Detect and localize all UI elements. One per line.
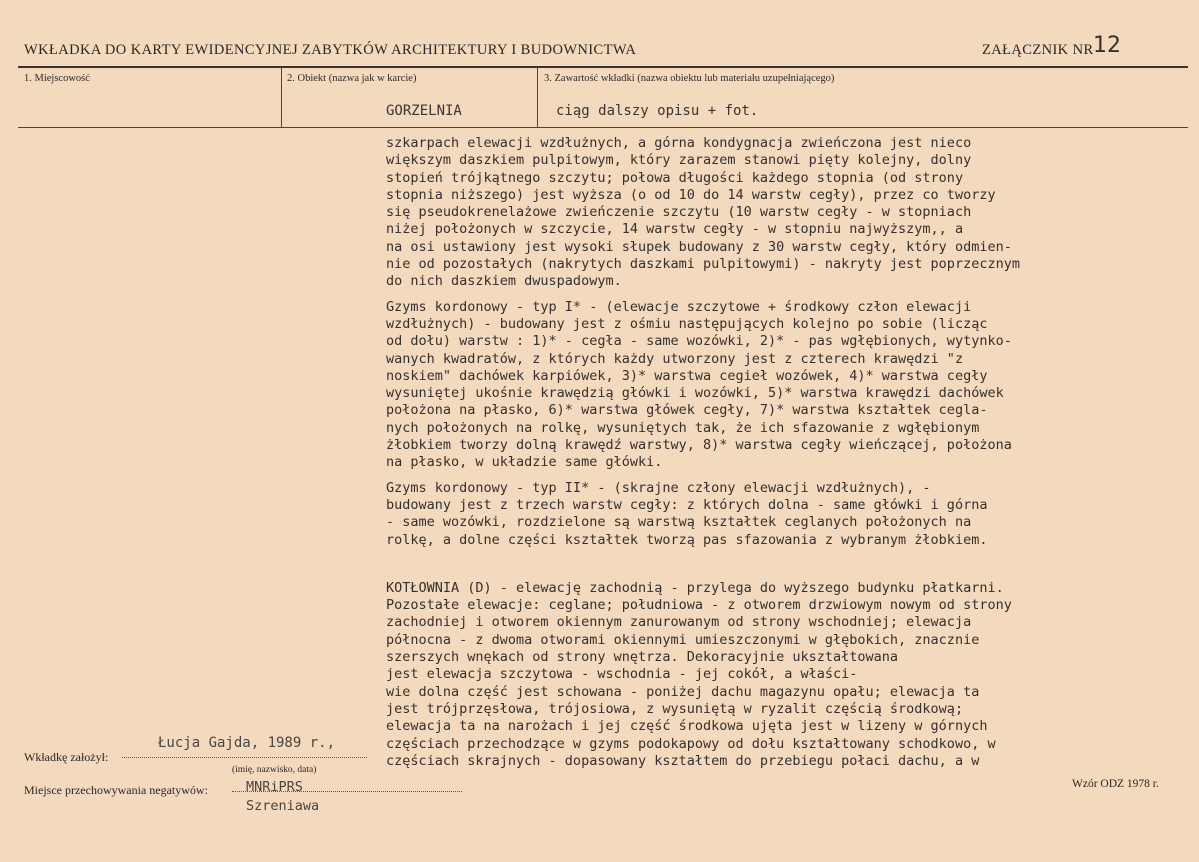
text-line: na płasko, w układzie same główki.: [386, 454, 663, 471]
contents-label: 3. Zawartość wkładki (nazwa obiektu lub materiału uzupełniającego): [544, 73, 835, 84]
text-line: wzdłużnych) - budowany jest z ośmiu następujących kolejno po sobie (licząc: [386, 315, 988, 332]
text-line: się pseudokrenelażowe zwieńczenie szczytu (10 warstw cegły - w stopniach: [386, 204, 972, 221]
text-line: zachodniej i otworem okiennym zanurowanym od strony wschodniej; elewacja: [386, 614, 972, 631]
negatives-value-2: Szreniawa: [246, 798, 320, 814]
description-body: [386, 135, 1176, 770]
text-line: elewacja ta na narożach i jej część środkowa ujęta jest w lizeny w górnych: [386, 718, 988, 735]
paragraph-cornice-type-2: [386, 480, 1176, 549]
text-line: Gzyms kordonowy - typ I* - (elewacje szczytowe + środkowy człon elewacji: [386, 298, 972, 315]
text-line: noskiem" dachówek karpiówek, 3)* warstwa cegieł wozówek, 4)* warstwa cegły: [386, 367, 988, 384]
text-line: położona na płasko, 6)* warstwa główek cegły, 7)* warstwa kształtek cegla-: [386, 402, 988, 419]
form-version: Wzór ODZ 1978 r.: [1072, 778, 1159, 790]
text-line: KOTŁOWNIA (D) - elewację zachodnią - przylega do wyższego budynku płatkarni.: [386, 579, 1004, 596]
text-line: nych położonych na rolkę, wysuniętych tak, że ich sfazowanie z wgłębionym: [386, 419, 980, 436]
text-line: szerszych wnękach od strony wnętrza. Dekoracyjnie ukształtowana: [386, 649, 899, 666]
annex-number: 12: [1093, 33, 1121, 58]
author-value: Łucja Gajda, 1989 r.,: [158, 735, 336, 751]
negatives-label: Miejsce przechowywania negatywów:: [24, 783, 208, 797]
annex-label: ZAŁĄCZNIK NR: [982, 42, 1094, 58]
text-line: jest trójprzęsłowa, trójosiowa, z wysuniętą w ryzalit częścią środkową;: [386, 700, 964, 717]
text-line: wanych kwadratów, z których każdy utworzony jest z czterech krawędzi "z: [386, 350, 964, 367]
text-line: stopień trójkątnego szczytu; połowa długości każdego stopnia (od strony: [386, 169, 964, 186]
header-rule: [18, 66, 1188, 68]
author-dotted-line: [122, 757, 367, 758]
text-line: stopnia niższego) jest wyższa (o od 10 do 14 warstw cegły), przez co tworzy: [386, 186, 996, 203]
text-line: rolkę, a dolne części kształtek tworzą pas sfazowania z wybranym żłobkiem.: [386, 531, 988, 548]
text-line: większym daszkiem pulpitowym, który zarazem stanowi pięty kolejny, dolny: [386, 152, 972, 169]
text-line: częściach skrajnych - dopasowany kształtem do przebiegu połaci dachu, a w: [386, 752, 980, 769]
text-line: częściach przechodzące w gzyms podokapowy od dołu kształtowany schodkowo, w: [386, 735, 996, 752]
paragraph-boiler-house: [386, 580, 1176, 770]
text-line: szkarpach elewacji wzdłużnych, a górna kondygnacja zwieńczona jest nieco: [386, 135, 972, 151]
object-label: 2. Obiekt (nazwa jak w karcie): [287, 73, 417, 84]
author-label: Wkładkę założył:: [24, 750, 109, 764]
text-line: od dołu) warstw : 1)* - cegła - same wozówki, 2)* - pas wgłębionych, wytynko-: [386, 333, 1012, 350]
form-title: WKŁADKA DO KARTY EWIDENCYJNEJ ZABYTKÓW ARCHITEKTURY I BUDOWNICTWA: [24, 42, 637, 58]
locality-label: 1. Miejscowość: [24, 73, 90, 84]
text-line: Gzyms kordonowy - typ II* - (skrajne człony elewacji wzdłużnych), -: [386, 479, 931, 496]
contents-value: ciąg dalszy opisu + fot.: [556, 103, 759, 119]
text-line: niżej położonych w szczycie, 14 warstw cegły - w stopniu najwyższym,, a: [386, 221, 964, 238]
field-divider-1: [281, 68, 282, 128]
author-caption: (imię, nazwisko, data): [232, 765, 317, 775]
fields-rule: [18, 127, 1188, 128]
text-line: jest elewacja szczytowa - wschodnia - jej cokół, a właści-: [386, 666, 858, 683]
object-value: GORZELNIA: [386, 103, 462, 119]
text-line: na osi ustawiony jest wysoki słupek budowany z 30 warstw cegły, który odmien-: [386, 238, 1012, 255]
text-line: do nich daszkiem dwuspadowym.: [386, 273, 622, 290]
text-line: - same wozówki, rozdzielone są warstwą kształtek ceglanych położonych na: [386, 514, 972, 531]
text-line: nie od pozostałych (nakrytych daszkami pulpitowymi) - nakryty jest poprzecznym: [386, 256, 1020, 273]
paragraph-gables: [386, 135, 1176, 291]
paragraph-cornice-type-1: [386, 299, 1176, 472]
negatives-dotted-line: [232, 791, 462, 792]
text-line: północna - z dwoma otworami okiennymi umieszczonymi w głębokich, znacznie: [386, 631, 980, 648]
text-line: budowany jest z trzech warstw cegły: z których dolna - same główki i górna: [386, 496, 988, 513]
field-divider-2: [537, 68, 538, 128]
text-line: wie dolna część jest schowana - poniżej dachu magazynu opału; elewacja ta: [386, 683, 980, 700]
text-line: żłobkiem tworzy dolną krawędź warstwy, 8)* warstwa cegły wieńczącej, położona: [386, 437, 1012, 454]
text-line: Pozostałe elewacje: ceglane; południowa - z otworem drzwiowym nowym od strony: [386, 597, 1012, 614]
negatives-value-1: MNRiPRS: [246, 779, 303, 795]
text-line: wysuniętej ukośnie krawędzią główki i wozówki, 5)* warstwa krawędzi dachówek: [386, 385, 1004, 402]
